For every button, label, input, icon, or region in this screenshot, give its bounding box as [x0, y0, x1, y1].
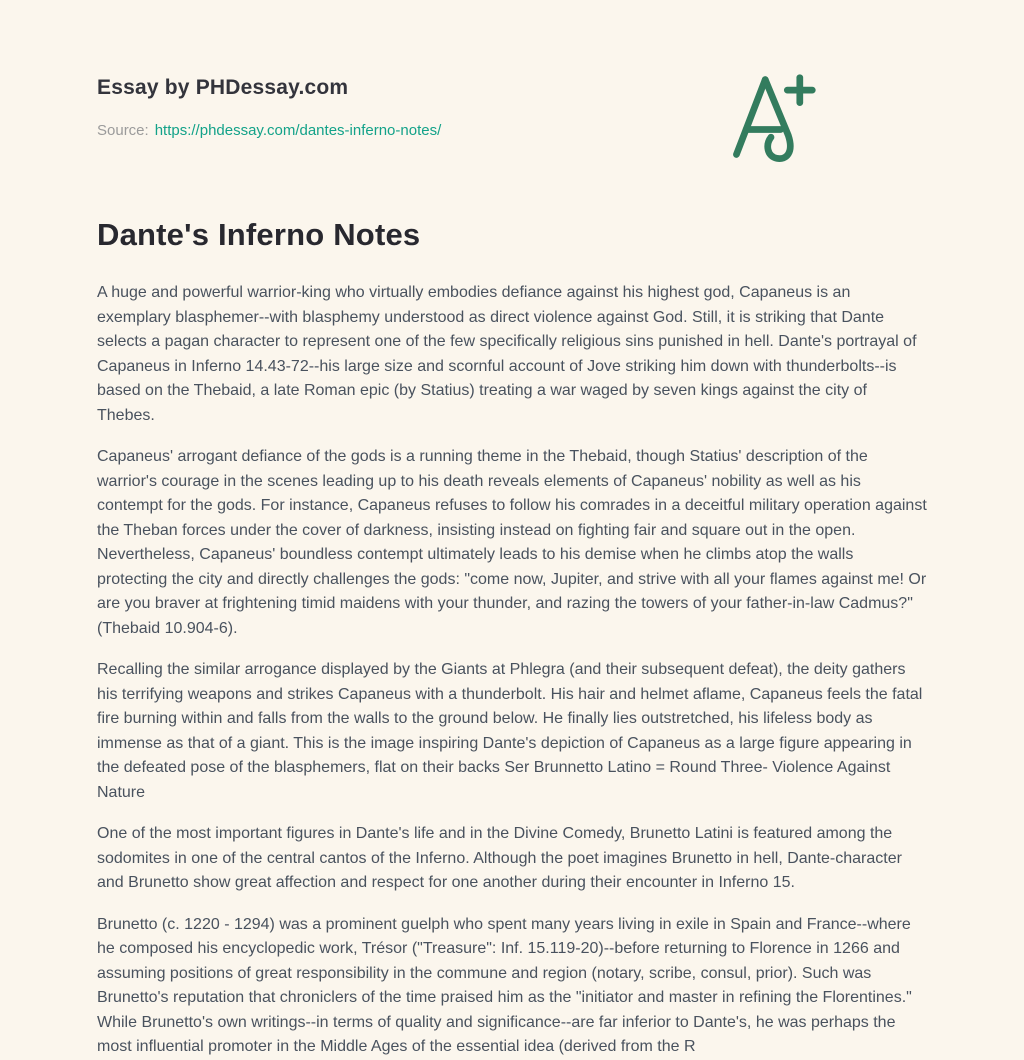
essay-paragraph-5: Brunetto (c. 1220 - 1294) was a prominent guelph who spent many years living in exile in Spain and France--where he composed his encyclopedic work, Trésor ("Treasure": Inf. 15.119-20)--before returning to Florence in 1266 and assuming positions of great responsibility in the commune and region (notary, scribe, consul, prior). Such was Brunetto's reputation that chroniclers of the time praised him as the "initiator and master in refining the Florentines." While Brunetto's own writings--in terms of quality and significance--are far inferior to Dante's, he was perhaps the most influential promoter in the Middle Ages of the essential idea (derived from the R [97, 915, 912, 1055]
phdessay-logo [723, 70, 819, 166]
page-header [97, 76, 927, 139]
essay-paragraph-1: A huge and powerful warrior-king who virtually embodies defiance against his highest god, Capaneus is an exemplary blasphemer--with blasphemy understood as direct violence against God. Still, it is striking that Dante selects a pagan character to represent one of the few specifically religious sins punished in hell. Dante's portrayal of Capaneus in Inferno 14.43-72--his large size and scornful account of Jove striking him down with thunderbolts--is based on the Thebaid, a late Roman epic (by Statius) treating a war waged by seven kings against the city of Thebes. [97, 284, 917, 424]
essay-paragraph-4: One of the most important figures in Dante's life and in the Divine Comedy, Brunetto Latini is featured among the sodomites in one of the central cantos of the Inferno. Although the poet imagines Brunetto in hell, Dante-character and Brunetto show great affection and respect for one another during their encounter in Inferno 15. [97, 825, 902, 891]
source-link[interactable]: https://phdessay.com/dantes-inferno-notes/ [154, 122, 442, 139]
essay-paragraph-2: Capaneus' arrogant defiance of the gods is a running theme in the Thebaid, though Statius' description of the warrior's courage in the scenes leading up to his death reveals elements of Capaneus' nobility as well as his contempt for the gods. For instance, Capaneus refuses to follow his comrades in a deceitful military operation against the Theban forces under the cover of darkness, insisting instead on fighting fair and square out in the open. Nevertheless, Capaneus' boundless contempt ultimately leads to his demise when he climbs atop the walls protecting the city and directly challenges the gods: "come now, Jupiter, and strive with all your flames against me! Or are you braver at frightening timid maidens with your thunder, and razing the towers of your father-in-law Cadmus?" (Thebaid 10.904-6). [97, 448, 927, 637]
essay-body [97, 281, 927, 1060]
page-title: Dante's Inferno Notes [97, 217, 421, 252]
essay-paragraph-3: Recalling the similar arrogance displayed by the Giants at Phlegra (and their subsequent defeat), the deity gathers his terrifying weapons and strikes Capaneus with a thunderbolt. His hair and helmet aflame, Capaneus feels the fatal fire burning within and falls from the walls to the ground below. He finally lies outstretched, his lifeless body as immense as that of a giant. This is the image inspiring Dante's depiction of Capaneus as a large figure appearing in the defeated pose of the blasphemers, flat on their backs Ser Brunnetto Latino = Round Three- Violence Against Nature [97, 661, 923, 801]
essay-byline: Essay by PHDessay.com [97, 76, 349, 99]
phdessay-logo-icon [723, 70, 819, 166]
source-label: Source: [97, 122, 149, 139]
